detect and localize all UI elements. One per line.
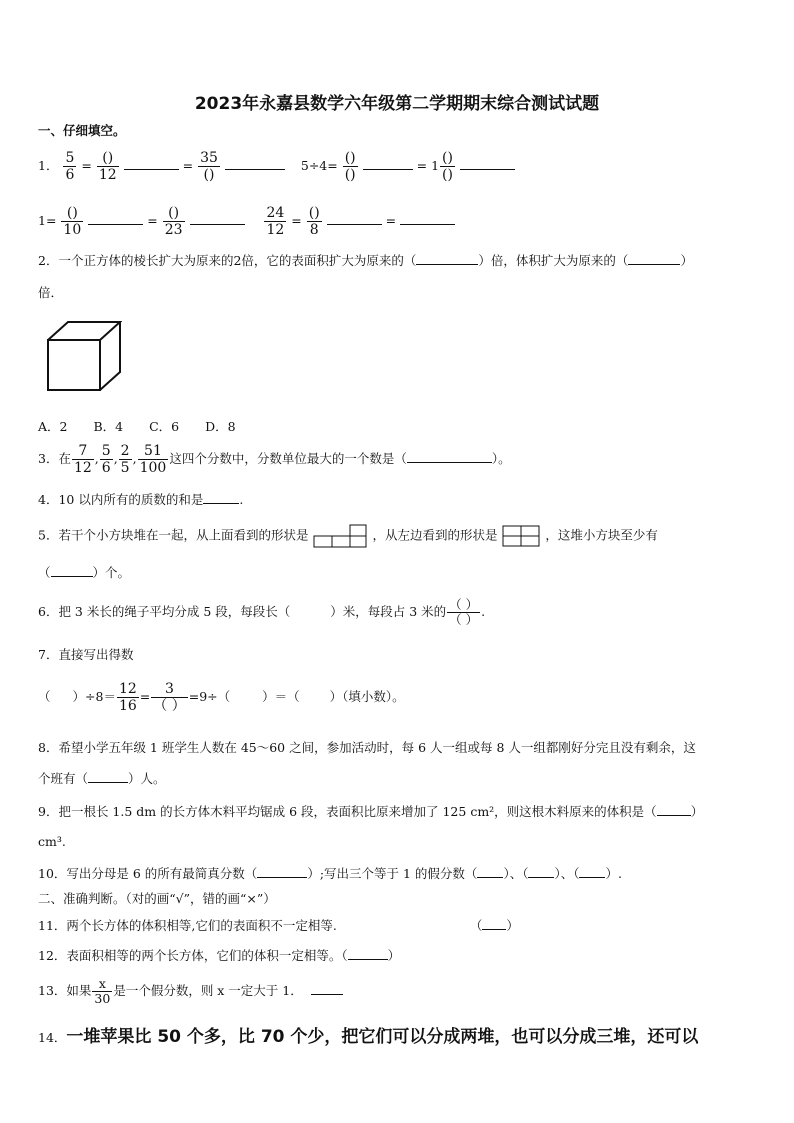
- left-view-figure: [501, 524, 541, 548]
- answer-blank[interactable]: [311, 984, 343, 995]
- fraction: $\frac{()}{()}$: [442, 150, 453, 183]
- fraction: $\frac{()}{10}$: [63, 205, 82, 238]
- fraction: $\frac{51}{100}$: [139, 443, 167, 476]
- answer-blank[interactable]: [348, 949, 388, 960]
- question-2: 2．一个正方体的棱长扩大为原来的2倍，它的表面积扩大为原来的（ ）倍，体积扩大为原来的（ ）: [38, 253, 693, 268]
- question-5-cont: （ ）个。: [38, 565, 131, 580]
- section-true-false: 二、准确判断。（对的画“√”，错的画“×”）: [38, 891, 276, 906]
- question-3: 3．在 $\frac{7}{12}$ , $\frac{5}{6}$ , $\frac{2}{5}$ , $\frac{51}{100}$ 这四个分数中，分数单位最大的一个数是（ ）。: [38, 443, 511, 476]
- question-8-cont: 个班有（ ）人。: [38, 771, 166, 786]
- question-1-row-2: 1= $\frac{()}{10}$ = $\frac{()}{23}$ $\frac{24}{12}$ = $\frac{()}{8}$ =: [38, 205, 455, 238]
- answer-blank[interactable]: [657, 805, 691, 816]
- choice-b[interactable]: B．4: [93, 419, 124, 434]
- choice-d[interactable]: D．8: [205, 419, 236, 434]
- answer-blank[interactable]: [460, 159, 515, 170]
- question-7-title: 7．直接写出得数: [38, 647, 134, 662]
- choice-a[interactable]: A．2: [38, 419, 68, 434]
- answer-blank[interactable]: [482, 919, 506, 930]
- fraction: $\frac{()}{12}$: [98, 150, 117, 183]
- choice-c[interactable]: C．6: [149, 419, 180, 434]
- answer-blank[interactable]: [400, 214, 455, 225]
- answer-blank[interactable]: [225, 159, 285, 170]
- question-14: 14．一堆苹果比 50 个多，比 70 个少，把它们可以分成两堆，也可以分成三堆，还可以: [38, 1027, 699, 1047]
- answer-blank[interactable]: [88, 772, 128, 783]
- answer-blank[interactable]: [407, 452, 492, 463]
- question-2-choices: [38, 417, 258, 435]
- question-1-row-1: 1． $\frac{5}{6}$ = $\frac{()}{12}$ = $\frac{35}{()}$ 5÷4= $\frac{()}{()}$ = 1 $\frac{()}{()}$: [38, 150, 515, 183]
- fraction: $\frac{12}{16}$: [118, 681, 137, 714]
- fraction: $\frac{7}{12}$: [73, 443, 92, 476]
- question-10: 10．写出分母是 6 的所有最简真分数（ ）;写出三个等于 1 的假分数（ ）、（ ）、（ ）.: [38, 866, 622, 881]
- answer-blank[interactable]: [124, 159, 179, 170]
- fraction: $\frac{24}{12}$: [266, 205, 285, 238]
- answer-blank[interactable]: [257, 867, 307, 878]
- cube-top-face: [48, 322, 120, 340]
- fraction: $\frac{x}{30}$: [94, 976, 111, 1006]
- answer-blank[interactable]: [51, 566, 93, 577]
- fraction: $\frac{()}{23}$: [164, 205, 183, 238]
- fraction: $\frac{5}{6}$: [101, 443, 111, 476]
- answer-blank[interactable]: [416, 254, 478, 265]
- cube-figure: [46, 320, 122, 394]
- question-6: 6．把 3 米长的绳子平均分成 5 段，每段长（ ）米，每段占 3 米的 $\frac{( )}{( )}$ .: [38, 597, 486, 627]
- fraction: $\frac{35}{()}$: [200, 150, 218, 183]
- answer-blank[interactable]: [88, 214, 143, 225]
- question-5: 5．若干个小方块堆在一起，从上面看到的形状是 ，从左边看到的形状是 ，这堆小方块至少有: [38, 524, 658, 548]
- question-7: （ ）÷8＝ $\frac{12}{16}$ = $\frac{3}{( )}$ =9÷（ ）＝（ ）（填小数）。: [38, 681, 405, 714]
- page-title: 2023年永嘉县数学六年级第二学期期末综合测试试题: [194, 94, 600, 114]
- fraction: $\frac{()}{()}$: [344, 150, 356, 183]
- answer-blank[interactable]: [363, 159, 413, 170]
- question-2-cont: 倍．: [38, 285, 64, 300]
- answer-blank[interactable]: [327, 214, 382, 225]
- question-number: 1．: [38, 158, 59, 173]
- section-fill-in: 一、仔细填空。: [38, 123, 126, 138]
- question-11: 11．两个长方体的体积相等,它们的表面积不一定相等. （ ）: [38, 918, 519, 933]
- question-9-cont: cm³.: [38, 834, 66, 849]
- question-8: 8．希望小学五年级 1 班学生人数在 45～60 之间，参加活动时，每 6 人一组或每 8 人一组都刚好分完且没有剩余，这: [38, 740, 696, 755]
- answer-blank[interactable]: [628, 254, 680, 265]
- answer-blank[interactable]: [203, 493, 239, 504]
- answer-blank[interactable]: [528, 867, 554, 878]
- fraction: $\frac{( )}{( )}$: [449, 597, 479, 627]
- fraction: $\frac{()}{8}$: [308, 205, 320, 238]
- answer-blank[interactable]: [579, 867, 605, 878]
- question-4: 4．10 以内所有的质数的和是 .: [38, 492, 244, 507]
- question-13: 13．如果 $\frac{x}{30}$ 是一个假分数，则 x 一定大于 1．: [38, 977, 343, 1006]
- fraction: $\frac{2}{5}$: [120, 443, 130, 476]
- top-view-figure: [312, 524, 368, 548]
- cube-front-face: [48, 340, 100, 390]
- fraction: $\frac{3}{( )}$: [153, 681, 186, 714]
- question-12: 12．表面积相等的两个长方体，它们的体积一定相等。（ ）: [38, 948, 401, 963]
- question-9: 9．把一根长 1.5 dm 的长方体木料平均锯成 6 段，表面积比原来增加了 125 cm²，则这根木料原来的体积是（ ）: [38, 804, 704, 819]
- answer-blank[interactable]: [190, 214, 245, 225]
- fraction: $\frac{5}{6}$: [65, 150, 75, 183]
- answer-blank[interactable]: [477, 867, 503, 878]
